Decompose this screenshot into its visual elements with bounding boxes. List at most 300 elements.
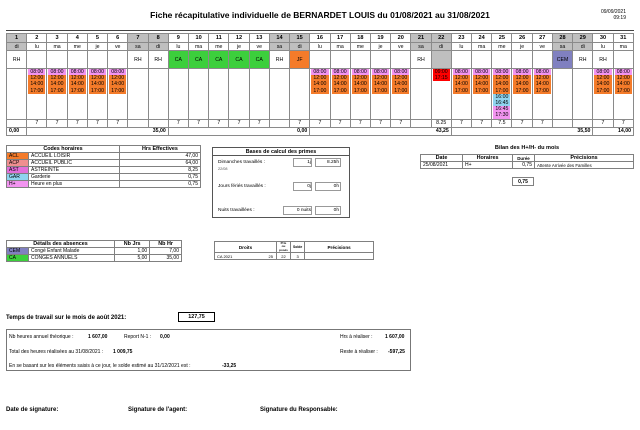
day-number: 30 — [593, 34, 613, 43]
day-code — [431, 51, 451, 69]
reste-label: Reste à réaliser : — [340, 349, 378, 355]
day-code — [512, 51, 532, 69]
code-swatch: GAR — [7, 174, 29, 181]
time-slot: 12:00 — [69, 75, 86, 81]
day-of-week: je — [229, 43, 249, 51]
time-slot: 09:00 — [433, 69, 450, 75]
day-number: 2 — [27, 34, 47, 43]
day-number: 5 — [87, 34, 107, 43]
time-slot: 08:00 — [473, 69, 490, 75]
week-total: 0,00 — [7, 127, 27, 135]
solde-value: 3 — [291, 253, 305, 260]
day-total: 7 — [249, 119, 269, 127]
dimanches-days: 1j — [307, 160, 311, 165]
day-total: 7 — [310, 119, 330, 127]
realiser-value: 1 607,00 — [385, 334, 405, 340]
absence-hours: 7,00 — [150, 248, 182, 255]
time-slot: 17:00 — [453, 88, 470, 94]
feries-days: 0j — [307, 184, 311, 189]
nuits-hours: 0h — [333, 208, 339, 213]
time-slot: 16:00 — [493, 94, 510, 100]
time-slot: 17:00 — [352, 88, 369, 94]
nuits-box — [283, 206, 312, 215]
precisions-value — [305, 253, 374, 260]
day-hours — [431, 69, 451, 120]
week-total: 35,50 — [451, 127, 593, 135]
code-hours: 47,00 — [119, 153, 200, 160]
day-code: CA — [168, 51, 188, 69]
code-label: ACCUEIL PUBLIC — [29, 160, 120, 167]
day-of-week: ma — [330, 43, 350, 51]
day-hours — [330, 69, 350, 120]
day-total: 7 — [67, 119, 87, 127]
day-code — [472, 51, 492, 69]
bilan-date-header: Date — [421, 155, 463, 162]
day-number: 1 — [7, 34, 27, 43]
day-total — [7, 119, 27, 127]
day-of-week: di — [148, 43, 168, 51]
time-slot: 12:00 — [109, 75, 126, 81]
bilan-date: 25/08/2021 — [421, 162, 463, 169]
droits-label: CA 2021 — [217, 253, 233, 259]
day-hours — [249, 69, 269, 120]
day-hours — [27, 69, 47, 120]
day-code — [87, 51, 107, 69]
time-slot: 08:00 — [311, 69, 328, 75]
code-swatch: ACL — [7, 153, 29, 160]
time-slot: 12:00 — [48, 75, 65, 81]
day-code: CA — [209, 51, 229, 69]
time-slot: 12:00 — [311, 75, 328, 81]
day-total: 7 — [290, 119, 310, 127]
day-number: 23 — [451, 34, 471, 43]
code-swatch: AST — [7, 167, 29, 174]
day-hours — [209, 69, 229, 120]
dimanches-hours: 8.25h — [326, 160, 339, 165]
time-slot: 14:00 — [513, 81, 530, 87]
time-slot: 14:00 — [89, 81, 106, 87]
day-hours — [7, 69, 27, 120]
time-slot: 08:00 — [392, 69, 409, 75]
time-slot: 17:00 — [594, 88, 611, 94]
day-number: 10 — [188, 34, 208, 43]
day-hours — [512, 69, 532, 120]
day-number: 9 — [168, 34, 188, 43]
nb-hr-header: Nb Hr — [150, 241, 182, 248]
day-hours — [350, 69, 370, 120]
day-code: RH — [128, 51, 148, 69]
day-code: RH — [269, 51, 289, 69]
time-slot: 12:00 — [332, 75, 349, 81]
absence-days: 5,00 — [115, 255, 150, 262]
bilan-precisions: Attente Arrivée des Familles — [535, 162, 634, 169]
table-row — [7, 255, 182, 262]
day-code — [492, 51, 512, 69]
day-of-week: lu — [451, 43, 471, 51]
time-slot: 08:00 — [28, 69, 45, 75]
day-total: 7 — [188, 119, 208, 127]
time-slot: 12:00 — [534, 75, 551, 81]
agent-signature-label: Signature de l'agent: — [128, 407, 188, 413]
responsable-signature-label: Signature du Responsable: — [260, 407, 338, 413]
day-number: 18 — [350, 34, 370, 43]
day-code — [67, 51, 87, 69]
day-of-week: di — [290, 43, 310, 51]
day-number: 7 — [128, 34, 148, 43]
day-number: 29 — [573, 34, 593, 43]
time-slot: 17:00 — [372, 88, 389, 94]
time-slot: 08:00 — [48, 69, 65, 75]
day-of-week: me — [492, 43, 512, 51]
table-row — [421, 162, 634, 169]
time-slot: 08:00 — [493, 69, 510, 75]
absences-table — [6, 240, 182, 262]
annuel-label: Nb heures annuel théorique : — [9, 334, 74, 340]
day-code — [27, 51, 47, 69]
day-total: 7 — [613, 119, 633, 127]
day-total: 7 — [87, 119, 107, 127]
day-total — [573, 119, 593, 127]
bilan-title: Bilan des H+/H- du mois — [494, 145, 560, 151]
droits-table — [214, 241, 374, 260]
day-code — [47, 51, 67, 69]
day-of-week: ma — [188, 43, 208, 51]
day-number: 8 — [148, 34, 168, 43]
day-of-week: je — [87, 43, 107, 51]
time-slot: 08:00 — [513, 69, 530, 75]
day-number: 6 — [108, 34, 128, 43]
solde-label: En se basant sur les éléments saisis à ce jour, le solde estimé au 31/12/2021 est : — [9, 363, 191, 369]
day-number: 4 — [67, 34, 87, 43]
day-code — [451, 51, 471, 69]
pris-header: Pris ou posés — [277, 242, 291, 253]
day-code — [350, 51, 370, 69]
dimanches-label: Dimanches travaillés : — [218, 160, 265, 165]
week-total: 43,25 — [310, 127, 452, 135]
time-slot: 12:00 — [352, 75, 369, 81]
absences-header: Détails des absences — [7, 241, 115, 248]
day-number: 20 — [391, 34, 411, 43]
time-slot: 14:00 — [473, 81, 490, 87]
time-slot: 08:00 — [615, 69, 632, 75]
day-total — [411, 119, 431, 127]
absence-swatch: CA — [7, 255, 29, 262]
nb-jrs-header: Nb Jrs — [115, 241, 150, 248]
time-slot: 12:00 — [473, 75, 490, 81]
day-hours — [148, 69, 168, 120]
page-title: Fiche récapitulative individuelle de BERNARDET LOUIS du 01/08/2021 au 31/08/2021 — [150, 10, 490, 20]
report-value: 0,00 — [160, 334, 170, 340]
droits-cell — [215, 253, 277, 260]
day-number: 24 — [472, 34, 492, 43]
day-hours — [391, 69, 411, 120]
day-hours — [593, 69, 613, 120]
day-code: RH — [148, 51, 168, 69]
day-hours — [290, 69, 310, 120]
day-hours — [472, 69, 492, 120]
day-hours — [492, 69, 512, 120]
time-slot: 08:00 — [332, 69, 349, 75]
time-slot: 12:00 — [493, 75, 510, 81]
week-total: 14,00 — [593, 127, 634, 135]
day-of-week: lu — [168, 43, 188, 51]
time-slot: 17:00 — [28, 88, 45, 94]
week-total: 35,00 — [27, 127, 169, 135]
time-slot: 08:00 — [89, 69, 106, 75]
day-total: 7 — [532, 119, 552, 127]
dimanches-hours-box — [315, 158, 341, 167]
time-slot: 14:00 — [48, 81, 65, 87]
day-of-week: di — [431, 43, 451, 51]
date-signature-label: Date de signature: — [6, 407, 59, 413]
day-total — [128, 119, 148, 127]
time-slot: 14:00 — [28, 81, 45, 87]
time-slot: 14:00 — [372, 81, 389, 87]
day-of-week: je — [512, 43, 532, 51]
day-hours — [108, 69, 128, 120]
time-slot: 14:00 — [615, 81, 632, 87]
print-datetime — [601, 9, 626, 21]
day-of-week: je — [370, 43, 390, 51]
day-of-week: sa — [552, 43, 572, 51]
code-label: ASTREINTE — [29, 167, 120, 174]
code-swatch: ACP — [7, 160, 29, 167]
realiser-label: Hrs à réaliser : — [340, 334, 373, 340]
day-of-week: me — [350, 43, 370, 51]
day-number: 13 — [249, 34, 269, 43]
nuits-label: Nuits travaillées : — [218, 208, 255, 213]
day-total: 7.5 — [492, 119, 512, 127]
day-of-week: me — [209, 43, 229, 51]
day-number: 27 — [532, 34, 552, 43]
day-number: 16 — [310, 34, 330, 43]
day-total: 7 — [593, 119, 613, 127]
code-label: ACCUEIL LOISIR — [29, 153, 120, 160]
solde-value: -33,25 — [222, 363, 237, 369]
day-hours — [532, 69, 552, 120]
absence-label: Congé Enfant Malade — [29, 248, 115, 255]
time-slot: 12:00 — [372, 75, 389, 81]
time-slot: 17:00 — [109, 88, 126, 94]
absence-days: 1,00 — [115, 248, 150, 255]
time-slot: 17:15 — [433, 75, 450, 81]
time-slot: 12:00 — [392, 75, 409, 81]
time-slot: 12:00 — [513, 75, 530, 81]
time-slot: 14:00 — [311, 81, 328, 87]
day-of-week: sa — [128, 43, 148, 51]
day-number: 15 — [290, 34, 310, 43]
day-code: RH — [411, 51, 431, 69]
code-hours: 0,75 — [119, 181, 200, 188]
time-slot: 17:00 — [311, 88, 328, 94]
bilan-precisions-header: Précisions — [535, 155, 634, 162]
time-slot: 14:00 — [534, 81, 551, 87]
temps-value: 127,75 — [178, 312, 215, 322]
time-slot: 17:00 — [48, 88, 65, 94]
absence-label: CONGES ANNUELS — [29, 255, 115, 262]
table-row — [7, 181, 201, 188]
time-slot: 17:00 — [473, 88, 490, 94]
time-slot: 12:00 — [89, 75, 106, 81]
pris-value: 22 — [277, 253, 291, 260]
time-slot: 14:00 — [392, 81, 409, 87]
bilan-horaires-header: Horaires — [463, 155, 513, 162]
day-of-week: ve — [532, 43, 552, 51]
day-hours — [613, 69, 633, 120]
time-slot: 08:00 — [109, 69, 126, 75]
day-of-week: ma — [472, 43, 492, 51]
code-hours: 64,00 — [119, 160, 200, 167]
code-hours: 8,25 — [119, 167, 200, 174]
nuits-hours-box — [315, 206, 341, 215]
time-slot: 08:00 — [352, 69, 369, 75]
feries-box — [293, 182, 312, 191]
day-total: 7 — [229, 119, 249, 127]
realisees-value: 1 009,75 — [113, 349, 133, 355]
day-total: 7 — [350, 119, 370, 127]
time-slot: 16:45 — [493, 100, 510, 106]
day-number: 14 — [269, 34, 289, 43]
primes-title: Bases de calcul des primes — [213, 148, 349, 156]
day-of-week: sa — [411, 43, 431, 51]
feries-hours: 0h — [333, 184, 339, 189]
day-of-week: ve — [249, 43, 269, 51]
day-total: 7 — [370, 119, 390, 127]
codes-horaires-table — [6, 145, 201, 188]
day-hours — [552, 69, 572, 120]
absence-swatch: CEM — [7, 248, 29, 255]
day-of-week: di — [7, 43, 27, 51]
day-total — [552, 119, 572, 127]
day-total: 7 — [391, 119, 411, 127]
dimanches-box — [293, 158, 312, 167]
day-code: CA — [249, 51, 269, 69]
time-slot: 17:30 — [493, 112, 510, 118]
dimanches-date: 22/08 — [218, 167, 228, 171]
hrs-effectives-header: Hrs Effectives — [119, 146, 200, 153]
day-number: 26 — [512, 34, 532, 43]
day-total: 7 — [512, 119, 532, 127]
droits-value: 25 — [268, 253, 273, 259]
time-slot: 08:00 — [69, 69, 86, 75]
day-total: 7 — [108, 119, 128, 127]
feries-hours-box — [315, 182, 341, 191]
day-number: 25 — [492, 34, 512, 43]
print-time: 09:19 — [613, 15, 626, 21]
nuits-count: 0 nuits — [296, 208, 311, 213]
bilan-table — [420, 154, 634, 169]
day-code: RH — [7, 51, 27, 69]
table-row — [7, 153, 201, 160]
time-slot: 12:00 — [594, 75, 611, 81]
day-number: 21 — [411, 34, 431, 43]
header-divider — [6, 30, 634, 31]
time-slot: 12:00 — [453, 75, 470, 81]
annuel-value: 1 607,00 — [88, 334, 108, 340]
feries-label: Jours fériés travaillés : — [218, 184, 266, 189]
day-of-week: ve — [391, 43, 411, 51]
code-label: Heure en plus — [29, 181, 120, 188]
time-slot: 14:00 — [352, 81, 369, 87]
day-of-week: sa — [269, 43, 289, 51]
day-of-week: lu — [310, 43, 330, 51]
time-slot: 17:00 — [493, 88, 510, 94]
day-code — [391, 51, 411, 69]
day-of-week: lu — [27, 43, 47, 51]
day-of-week: ma — [47, 43, 67, 51]
day-hours — [269, 69, 289, 120]
report-label: Report N-1 : — [124, 334, 152, 340]
day-hours — [573, 69, 593, 120]
day-number: 31 — [613, 34, 633, 43]
week-total: 0,00 — [168, 127, 310, 135]
day-of-week: di — [573, 43, 593, 51]
day-number: 17 — [330, 34, 350, 43]
day-hours — [168, 69, 188, 120]
time-slot: 12:00 — [28, 75, 45, 81]
day-total: 7 — [47, 119, 67, 127]
solde-header: Solde — [291, 242, 305, 253]
time-slot: 14:00 — [453, 81, 470, 87]
primes-panel — [212, 147, 350, 218]
table-row — [7, 167, 201, 174]
day-code — [310, 51, 330, 69]
time-slot: 14:00 — [493, 81, 510, 87]
day-of-week: ma — [613, 43, 633, 51]
day-total: 7 — [451, 119, 471, 127]
day-code: CA — [188, 51, 208, 69]
time-slot: 17:00 — [69, 88, 86, 94]
bilan-duree-header: Durée — [513, 155, 535, 162]
code-label: Garderie — [29, 174, 120, 181]
day-code — [370, 51, 390, 69]
day-hours — [411, 69, 431, 120]
day-number: 11 — [209, 34, 229, 43]
day-hours — [188, 69, 208, 120]
day-hours — [310, 69, 330, 120]
day-number: 19 — [370, 34, 390, 43]
day-total — [148, 119, 168, 127]
day-of-week: lu — [593, 43, 613, 51]
day-number: 12 — [229, 34, 249, 43]
day-total — [269, 119, 289, 127]
time-slot: 14:00 — [594, 81, 611, 87]
day-code: RH — [573, 51, 593, 69]
day-code — [330, 51, 350, 69]
bilan-horaires: H+ — [463, 162, 513, 169]
day-code: JF — [290, 51, 310, 69]
precisions-header: Précisions — [305, 242, 374, 253]
time-slot: 17:00 — [392, 88, 409, 94]
table-row — [7, 174, 201, 181]
droits-header: Droits — [215, 242, 277, 253]
time-slot: 16:45 — [493, 106, 510, 112]
print-date: 09/09/2021 — [600, 9, 626, 15]
day-hours — [128, 69, 148, 120]
time-slot: 17:00 — [513, 88, 530, 94]
day-total: 7 — [168, 119, 188, 127]
day-total: 7 — [472, 119, 492, 127]
day-total: 7 — [330, 119, 350, 127]
day-number: 3 — [47, 34, 67, 43]
day-hours — [87, 69, 107, 120]
day-hours — [451, 69, 471, 120]
realisees-label: Total des heures réalisées au 31/08/2021 : — [9, 349, 104, 355]
day-of-week: me — [67, 43, 87, 51]
day-hours — [47, 69, 67, 120]
time-slot: 17:00 — [332, 88, 349, 94]
time-slot: 14:00 — [109, 81, 126, 87]
